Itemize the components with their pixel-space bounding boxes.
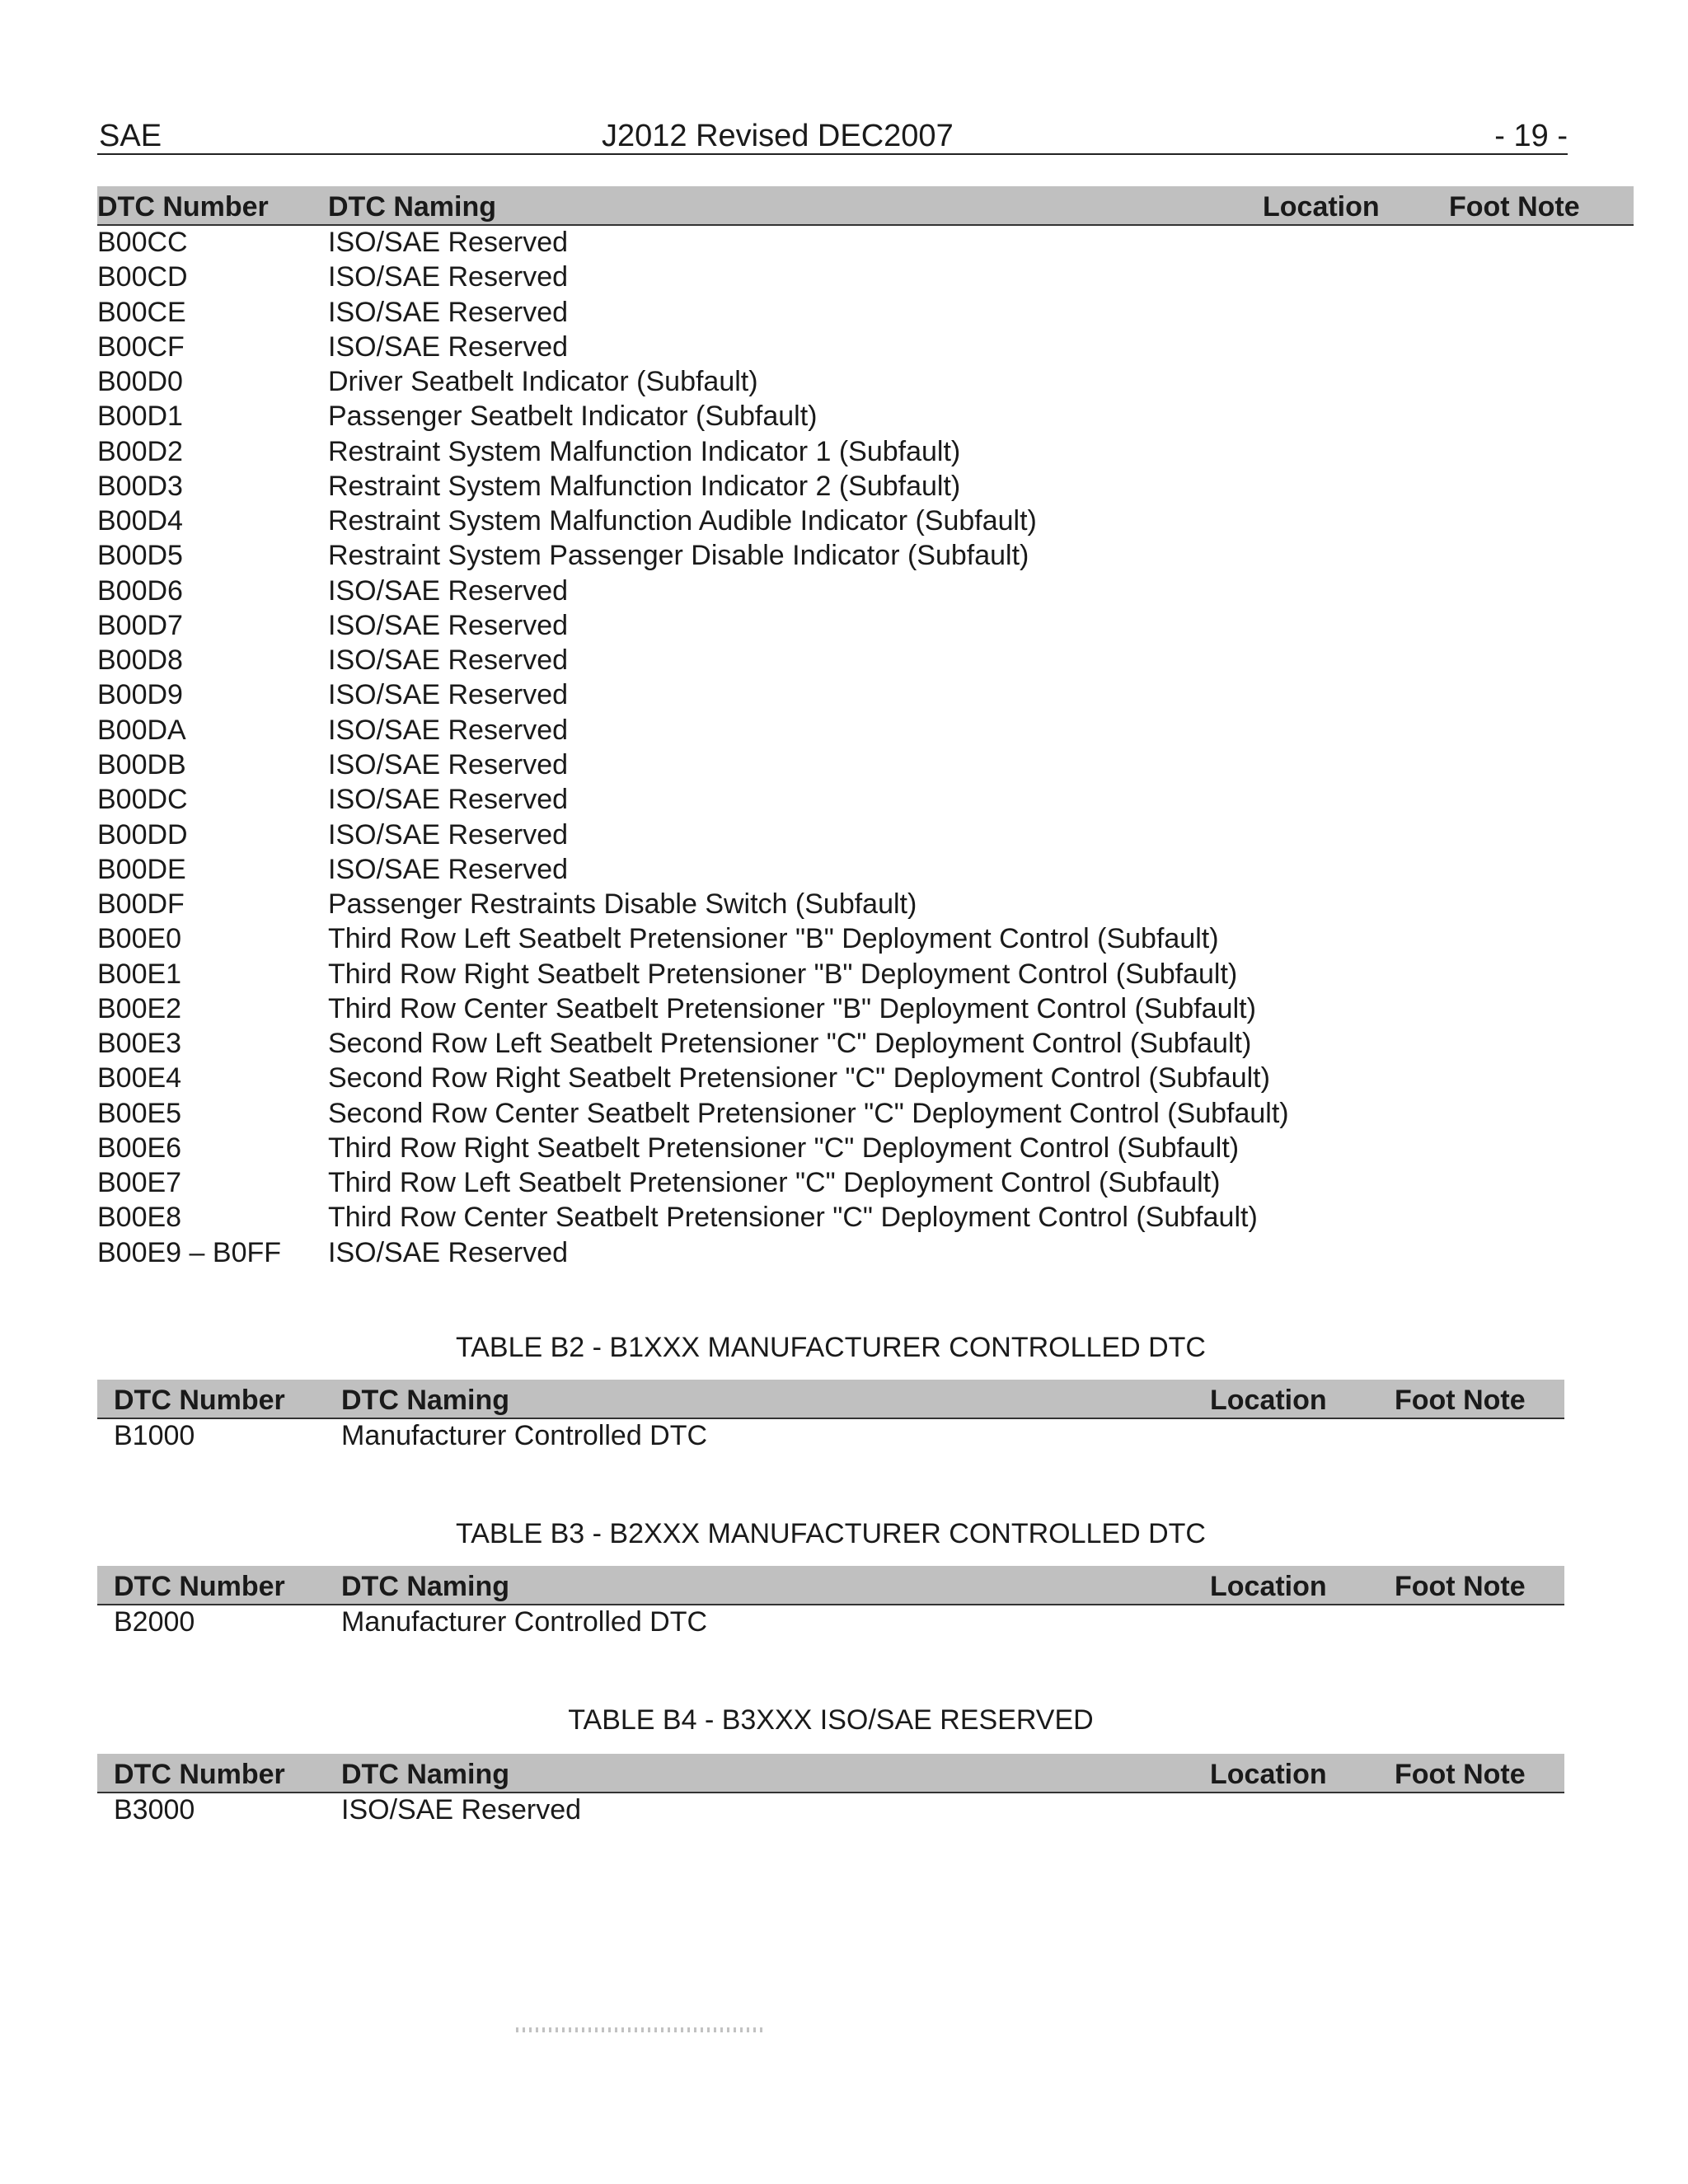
dtc-number-cell: B2000 bbox=[114, 1606, 195, 1638]
col-header-dtc-number: DTC Number bbox=[114, 1385, 285, 1416]
dtc-number-cell: B00DC bbox=[97, 784, 188, 816]
dtc-number-cell: B00DA bbox=[97, 714, 186, 746]
table-row bbox=[97, 1419, 1564, 1454]
col-header-dtc-naming: DTC Naming bbox=[341, 1385, 509, 1416]
dtc-naming-cell: Passenger Seatbelt Indicator (Subfault) bbox=[328, 401, 818, 433]
dtc-naming-cell: ISO/SAE Reserved bbox=[328, 784, 569, 816]
col-header-location: Location bbox=[1210, 1385, 1327, 1416]
dtc-naming-cell: ISO/SAE Reserved bbox=[328, 330, 569, 363]
dtc-number-cell: B00E1 bbox=[97, 958, 182, 990]
dtc-naming-cell: ISO/SAE Reserved bbox=[328, 609, 569, 641]
dtc-number-cell: B00E2 bbox=[97, 992, 182, 1024]
dtc-naming-cell: Second Row Center Seatbelt Pretensioner "C" Deployment Control (Subfault) bbox=[328, 1097, 1289, 1129]
col-header-dtc-number: DTC Number bbox=[114, 1571, 285, 1602]
dtc-number-cell: B00D7 bbox=[97, 609, 183, 641]
dtc-naming-cell: ISO/SAE Reserved bbox=[328, 818, 569, 851]
dtc-naming-cell: Restraint System Malfunction Indicator 1 (Subfault) bbox=[328, 435, 961, 467]
dtc-number-cell: B00DF bbox=[97, 888, 185, 921]
dtc-number-cell: B00E3 bbox=[97, 1028, 182, 1060]
table-row bbox=[97, 1097, 1634, 1132]
table-row bbox=[97, 958, 1634, 992]
dtc-number-cell: B00D5 bbox=[97, 540, 183, 572]
table-header-row bbox=[97, 1566, 1564, 1605]
dtc-naming-cell: ISO/SAE Reserved bbox=[328, 748, 569, 780]
table-body bbox=[97, 1793, 1564, 1828]
dtc-number-cell: B00E9 – B0FF bbox=[97, 1236, 282, 1268]
dtc-number-cell: B00E7 bbox=[97, 1167, 182, 1199]
col-header-location: Location bbox=[1210, 1571, 1327, 1602]
table-row bbox=[97, 296, 1634, 330]
dtc-naming-cell: Second Row Right Seatbelt Pretensioner "C" Deployment Control (Subfault) bbox=[328, 1062, 1270, 1094]
table-row bbox=[97, 853, 1634, 888]
dtc-number-cell: B00E5 bbox=[97, 1097, 182, 1129]
table-b2-caption: TABLE B2 - B1XXX MANUFACTURER CONTROLLED DTC bbox=[456, 1332, 1206, 1363]
dtc-number-cell: B00D3 bbox=[97, 470, 183, 502]
table-header-row bbox=[97, 1380, 1564, 1419]
table-row bbox=[97, 470, 1634, 504]
dtc-naming-cell: Restraint System Passenger Disable Indicator (Subfault) bbox=[328, 540, 1029, 572]
table-b3-caption: TABLE B3 - B2XXX MANUFACTURER CONTROLLED DTC bbox=[456, 1518, 1206, 1549]
dtc-number-cell: B00DD bbox=[97, 818, 188, 851]
col-header-foot-note: Foot Note bbox=[1395, 1385, 1526, 1416]
table-row bbox=[97, 714, 1634, 748]
table-row bbox=[97, 783, 1634, 818]
dtc-naming-cell: Third Row Left Seatbelt Pretensioner "B" Deployment Control (Subfault) bbox=[328, 923, 1219, 955]
dtc-number-cell: B00E0 bbox=[97, 923, 182, 955]
dtc-number-cell: B00E6 bbox=[97, 1132, 182, 1164]
col-header-dtc-number: DTC Number bbox=[97, 191, 269, 223]
dtc-naming-cell: Restraint System Malfunction Audible Indicator (Subfault) bbox=[328, 505, 1037, 537]
table-row bbox=[97, 888, 1634, 922]
header-page-number: - 19 - bbox=[1494, 119, 1568, 153]
dtc-naming-cell: ISO/SAE Reserved bbox=[328, 296, 569, 328]
dtc-number-cell: B00D6 bbox=[97, 574, 183, 607]
col-header-location: Location bbox=[1210, 1759, 1327, 1790]
table-row bbox=[97, 1236, 1634, 1271]
table-header-row bbox=[97, 186, 1634, 226]
dtc-naming-cell: ISO/SAE Reserved bbox=[328, 574, 569, 607]
table-row bbox=[97, 748, 1634, 783]
table-row bbox=[97, 818, 1634, 853]
dtc-naming-cell: ISO/SAE Reserved bbox=[328, 644, 569, 677]
dtc-table-b2xxx bbox=[97, 1566, 1564, 1640]
dtc-number-cell: B1000 bbox=[114, 1420, 195, 1451]
dtc-naming-cell: Third Row Left Seatbelt Pretensioner "C" Deployment Control (Subfault) bbox=[328, 1167, 1221, 1199]
dtc-naming-cell: ISO/SAE Reserved bbox=[328, 261, 569, 293]
dtc-number-cell: B00D1 bbox=[97, 401, 183, 433]
dtc-naming-cell: ISO/SAE Reserved bbox=[328, 1236, 569, 1268]
dtc-number-cell: B00D2 bbox=[97, 435, 183, 467]
dtc-number-cell: B00D0 bbox=[97, 366, 183, 398]
dtc-number-cell: B00E4 bbox=[97, 1062, 182, 1094]
dtc-naming-cell: ISO/SAE Reserved bbox=[328, 853, 569, 885]
dtc-naming-cell: Third Row Right Seatbelt Pretensioner "C" Deployment Control (Subfault) bbox=[328, 1132, 1240, 1164]
table-row bbox=[97, 1166, 1634, 1201]
table-row bbox=[97, 1201, 1634, 1235]
dtc-naming-cell: ISO/SAE Reserved bbox=[328, 679, 569, 711]
dtc-naming-cell: ISO/SAE Reserved bbox=[328, 227, 569, 258]
dtc-number-cell: B00CD bbox=[97, 261, 188, 293]
dtc-number-cell: B00E8 bbox=[97, 1202, 182, 1234]
dtc-naming-cell: ISO/SAE Reserved bbox=[328, 714, 569, 746]
dtc-number-cell: B00D8 bbox=[97, 644, 183, 677]
table-row bbox=[97, 330, 1634, 365]
table-body bbox=[97, 1419, 1564, 1454]
dtc-naming-cell: Third Row Right Seatbelt Pretensioner "B" Deployment Control (Subfault) bbox=[328, 958, 1238, 990]
dtc-naming-cell: Driver Seatbelt Indicator (Subfault) bbox=[328, 366, 758, 398]
dtc-naming-cell: Second Row Left Seatbelt Pretensioner "C" Deployment Control (Subfault) bbox=[328, 1028, 1252, 1060]
col-header-foot-note: Foot Note bbox=[1395, 1571, 1526, 1602]
col-header-location: Location bbox=[1263, 191, 1380, 223]
table-row bbox=[97, 365, 1634, 400]
dtc-naming-cell: Passenger Restraints Disable Switch (Subfault) bbox=[328, 888, 917, 921]
table-row bbox=[97, 539, 1634, 574]
dtc-number-cell: B00DB bbox=[97, 748, 186, 780]
dtc-number-cell: B00DE bbox=[97, 853, 186, 885]
dtc-naming-cell: Third Row Center Seatbelt Pretensioner "C" Deployment Control (Subfault) bbox=[328, 1202, 1258, 1234]
col-header-dtc-naming: DTC Naming bbox=[328, 191, 496, 223]
dtc-number-cell: B00D9 bbox=[97, 679, 183, 711]
table-row bbox=[97, 504, 1634, 539]
dtc-table-b1xxx bbox=[97, 1380, 1564, 1454]
dtc-naming-cell: Restraint System Malfunction Indicator 2 (Subfault) bbox=[328, 470, 961, 502]
table-row bbox=[97, 435, 1634, 470]
col-header-foot-note: Foot Note bbox=[1395, 1759, 1526, 1790]
table-row bbox=[97, 1062, 1634, 1096]
table-row bbox=[97, 1132, 1634, 1166]
dtc-number-cell: B00D4 bbox=[97, 505, 183, 537]
table-row bbox=[97, 644, 1634, 678]
table-row bbox=[97, 260, 1634, 295]
table-body bbox=[97, 1605, 1564, 1640]
col-header-dtc-naming: DTC Naming bbox=[341, 1571, 509, 1602]
table-row bbox=[97, 1027, 1634, 1062]
dtc-number-cell: B00CC bbox=[97, 227, 188, 258]
table-row bbox=[97, 678, 1634, 713]
dtc-naming-cell: Manufacturer Controlled DTC bbox=[341, 1606, 708, 1638]
header-document-id: J2012 Revised DEC2007 bbox=[602, 119, 954, 153]
dtc-number-cell: B00CE bbox=[97, 296, 186, 328]
header-org: SAE bbox=[99, 119, 162, 153]
col-header-dtc-naming: DTC Naming bbox=[341, 1759, 509, 1790]
page-header bbox=[97, 115, 1568, 155]
dtc-table-b3xxx bbox=[97, 1754, 1564, 1828]
dtc-naming-cell: ISO/SAE Reserved bbox=[341, 1794, 582, 1825]
dtc-table-b0 bbox=[97, 186, 1634, 1271]
dtc-naming-cell: Third Row Center Seatbelt Pretensioner "B" Deployment Control (Subfault) bbox=[328, 992, 1256, 1024]
footer-watermark-mark bbox=[516, 2027, 763, 2032]
table-header-row bbox=[97, 1754, 1564, 1793]
table-row bbox=[97, 609, 1634, 644]
dtc-naming-cell: Manufacturer Controlled DTC bbox=[341, 1420, 708, 1451]
table-row bbox=[97, 400, 1634, 434]
table-row bbox=[97, 1793, 1564, 1828]
table-b4-caption: TABLE B4 - B3XXX ISO/SAE RESERVED bbox=[568, 1704, 1094, 1736]
dtc-number-cell: B00CF bbox=[97, 330, 185, 363]
table-row bbox=[97, 922, 1634, 957]
dtc-number-cell: B3000 bbox=[114, 1794, 195, 1825]
col-header-foot-note: Foot Note bbox=[1449, 191, 1580, 223]
table-row bbox=[97, 992, 1634, 1027]
table-body bbox=[97, 226, 1634, 1271]
col-header-dtc-number: DTC Number bbox=[114, 1759, 285, 1790]
table-row bbox=[97, 1605, 1564, 1640]
table-row bbox=[97, 226, 1634, 260]
table-row bbox=[97, 574, 1634, 609]
